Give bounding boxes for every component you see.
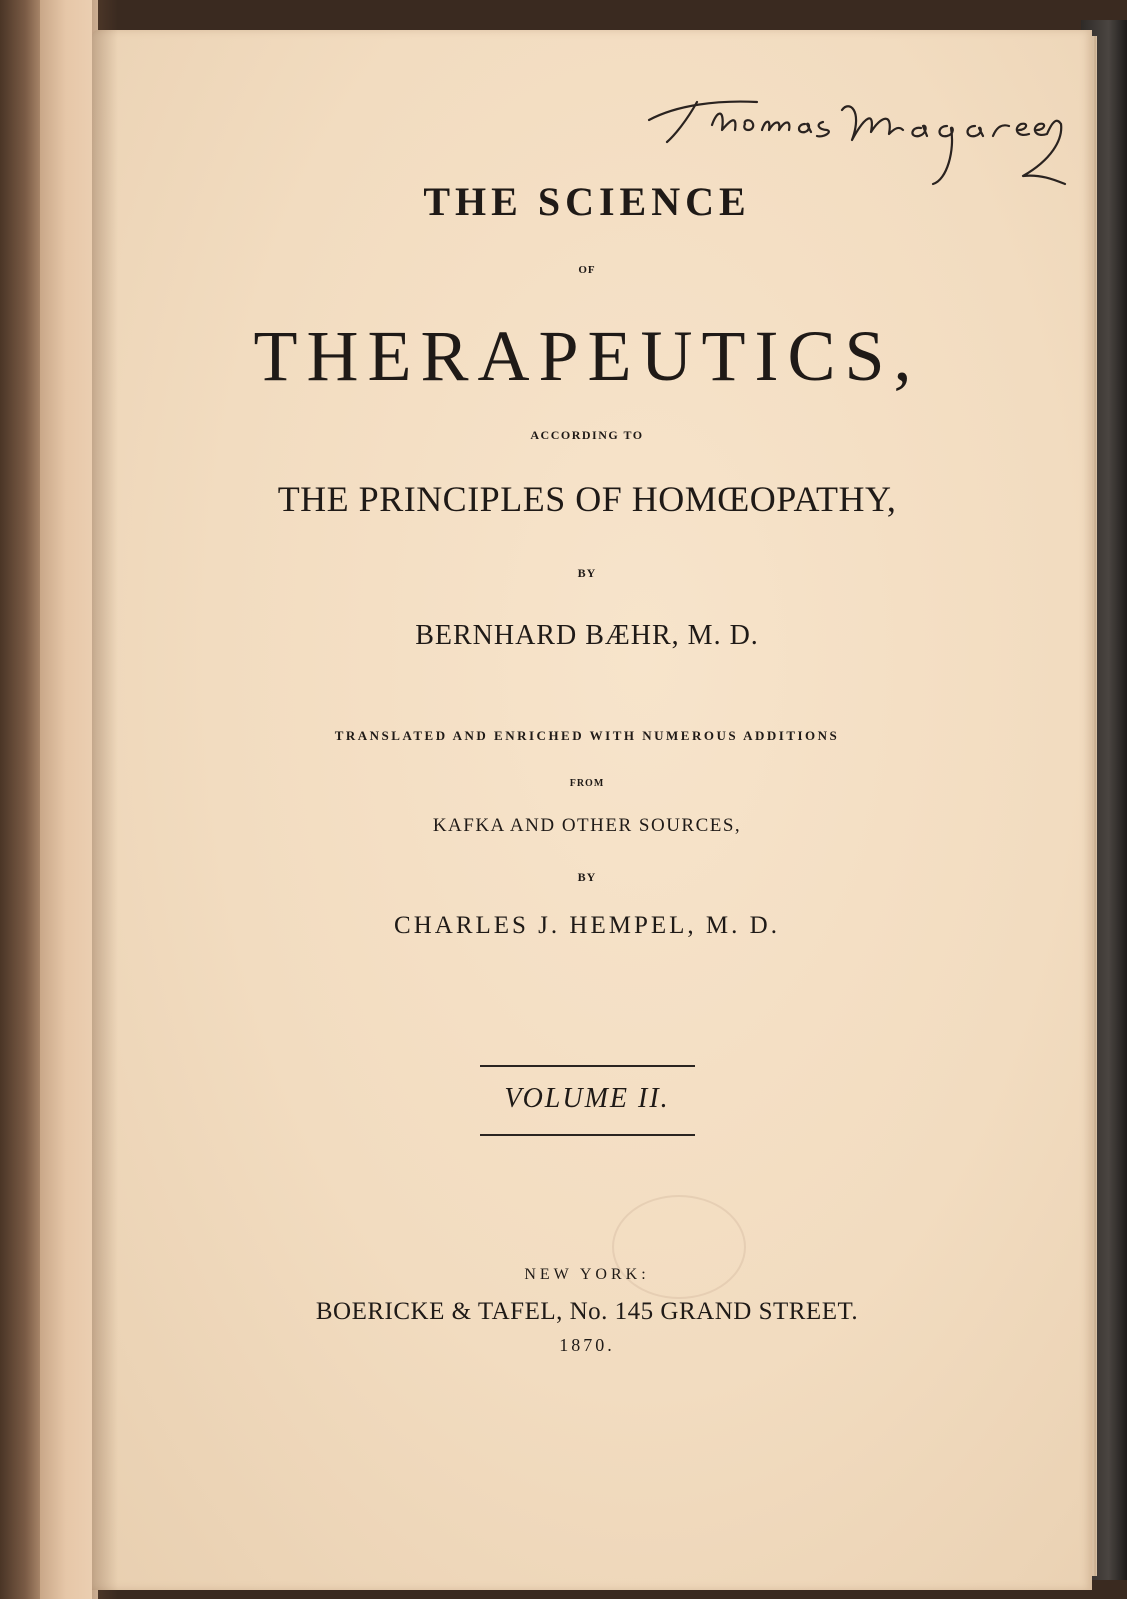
volume-label: VOLUME II. [504, 1083, 670, 1114]
translation-sources: KAFKA AND OTHER SOURCES, [432, 815, 742, 836]
author-by: BY [577, 566, 597, 580]
translator-name: CHARLES J. HEMPEL, M. D. [394, 912, 780, 939]
translation-note: TRANSLATED AND ENRICHED WITH NUMEROUS ADDITIONS [334, 728, 840, 743]
imprint-year: 1870. [559, 1335, 615, 1355]
according-to: ACCORDING TO [530, 428, 644, 442]
translator-by: BY [577, 870, 597, 884]
volume-rule-top [480, 1065, 695, 1067]
left-page-edge [40, 0, 98, 1599]
subtitle: THE PRINCIPLES OF HOMŒOPATHY, [277, 479, 897, 519]
title-line-science: THE SCIENCE [423, 179, 751, 224]
author-name: BERNHARD BÆHR, M. D. [415, 620, 759, 651]
gutter-shadow [92, 0, 118, 1599]
translation-from: FROM [569, 778, 605, 789]
title-of: OF [578, 264, 596, 276]
main-title: THERAPEUTICS, [253, 316, 921, 396]
imprint-publisher: BOERICKE & TAFEL, No. 145 GRAND STREET. [315, 1298, 859, 1325]
imprint-city: NEW YORK: [524, 1266, 650, 1283]
volume-rule-bottom [480, 1134, 695, 1136]
